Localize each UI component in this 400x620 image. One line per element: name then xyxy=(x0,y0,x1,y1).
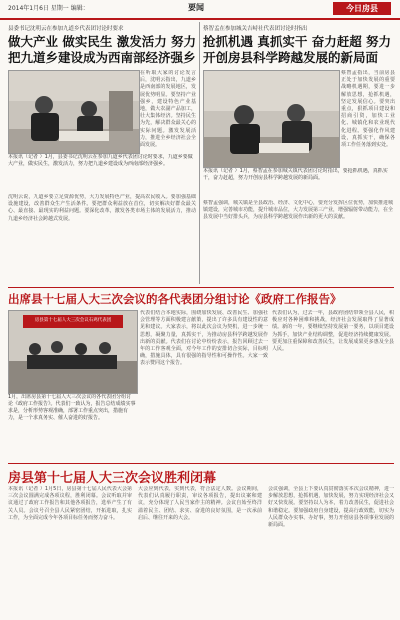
page-header xyxy=(0,0,400,20)
right-kicker: 蔡智孟在参加城关吉峙社代表团讨论时指出 xyxy=(203,26,308,32)
left-kicker: 县委书记沈明云在参加九道乡代表团讨论时要求 xyxy=(8,26,124,32)
mid-photo xyxy=(8,310,138,394)
bottom-body-col1: 本报讯（记者 ）1月5日，房县第十七届人民代表大会第三次会议圆满完成各项议程，胜利闭幕。会议听取并审议通过了政府工作报告和其他各项报告，选举产生了有关人员。会议号召全县人民紧密团结，开拓进取，扎实工作，为全面完成今年各项目标任务而努力奋斗。 xyxy=(8,486,132,521)
left-caption: 本报讯（记者 ）1月，县委书记沈明云在参加九道乡代表团讨论时要求，九道乡要做大产业，做实民生，激发活力，努力把九道乡建设成为西南部经济强乡。 xyxy=(8,154,193,167)
right-caption: 本报讯（记者 ）1月，蔡智孟在参加城关镇代表团讨论时指出，要抢抓机遇，真抓实干，奋力赶超，努力开创房县科学跨越发展的新局面。 xyxy=(203,168,388,181)
right-photo xyxy=(203,70,340,168)
right-photo-image xyxy=(204,71,339,167)
left-photo xyxy=(8,70,140,154)
mid-body: 代表们结合本地实际，围绕加快发展、改善民生、加强社会管理等方面积极建言献策，提出了许多具有建设性的意见和建议。大家表示，将以此次会议为契机，进一步统一思想，凝聚力量，真抓实干，为推动房县科学跨越发展作出新的贡献。代表们在讨论中纷纷表示，报告回顾过去一年的工作客观全面，对今年工作的安排切合实际，目标明确，措施具体，具有很强的指导性和可操作性。大家一致表示赞同这个报告。 xyxy=(140,310,268,367)
section-rule-top xyxy=(8,287,394,288)
column-divider xyxy=(199,22,200,284)
left-photo-image xyxy=(9,71,139,153)
right-body: 蔡智孟强调，城关镇是全县政治、经济、文化中心，要充分发挥区位优势，加快推进城镇建设，完善城市功能，提升城市品位，大力发展第三产业，增强辐射带动能力，在全县发展中当好排头兵，为房县科学跨越发展作出新的更大的贡献。 xyxy=(203,200,393,221)
mid-photo-banner: 房县第十七届人大三次会议石鸡代表团 xyxy=(34,318,112,323)
bottom-body-col2: 大会应到代表，实到代表，符合法定人数。会议期间，代表们认真履行职责，审议各项报告，提出议案和建议，充分体现了人民当家作主的精神。会议自始至终洋溢着民主、团结、求实、奋进的良好氛围，是一次承前启后、继往开来的大会。 xyxy=(138,486,262,521)
bottom-body-col3: 会议强调，全县上下要认真贯彻落实本次会议精神，进一步解放思想，抢抓机遇，加快发展，努力实现经济社会又好又快发展。要坚持以人为本，着力改善民生，促进社会和谐稳定。要加强政府自身建设，提高行政效能，切实为人民群众办实事、办好事，努力开创房县各项事业发展的新局面。 xyxy=(268,486,394,529)
mid-caption: 1月，出席房县第十七届人大三次会议的各代表团分组讨论《政府工作报告》。代表们一致认为，报告总结成绩实事求是，分析形势客观准确，部署工作重点突出，措施有力，是一个求真务实、催人奋进的好报告。 xyxy=(8,394,136,421)
left-column-text: 在听取大家的讨论发言后，沈明云指出，九道乡是西南部的发展地区，发展优势明显。要坚持产业强乡，建设特色产业基地，做大农副产品加工，壮大集体经济。坚持民生为先，解决群众最关心的实际问题。激发发展活力，推进全乡经济社会全面发展。 xyxy=(140,70,196,149)
section-rule-bottom xyxy=(8,463,394,464)
issue-date: 2014年1月6日 星期一 编辑： xyxy=(8,5,89,12)
bottom-headline: 房县第十七届人大三次会议胜利闭幕 xyxy=(8,471,217,486)
right-headline-line2: 开创房县科学跨越发展的新局面 xyxy=(203,50,379,65)
paper-logo: 今日房县 xyxy=(333,2,391,15)
mid-headline: 出席县十七届人大三次会议的各代表团分组讨论《政府工作报告》 xyxy=(8,292,342,306)
mid-column-text: 代表们认为，过去一年，县政府团结带领全县人民，积极应对各种困难和挑战，经济社会发展取得了显著成绩。新的一年，要继续坚持发展第一要务，以项目建设为抓手，加快产业结构调整，促进经济持续健康发展。要更加注重保障和改善民生，让发展成果更多惠及全县人民。 xyxy=(272,310,394,353)
left-headline-line1: 做大产业 做实民生 激发活力 努力 xyxy=(8,34,197,49)
left-headline-line2: 把九道乡建设成为西南部经济强乡 xyxy=(8,50,196,65)
section-name: 要闻 xyxy=(188,3,204,12)
right-headline-line1: 抢抓机遇 真抓实干 奋力赶超 努力 xyxy=(203,34,392,49)
left-body: 沈明云说，九道乡要立足资源优势，大力发展特色产业，提高农民收入。要加强基础设施建设，改善群众生产生活条件。要把群众利益放在首位，切实解决好群众最关心、最直接、最现实的利益问题。要深化改革，激发各类市场主体的发展活力，推动九道乡经济社会跨越式发展。 xyxy=(8,194,196,222)
right-column-text: 蔡智孟指出，当前房县正处于加快发展的重要战略机遇期，要进一步解放思想，抢抓机遇，坚定发展信心。要突出重点，狠抓项目建设和招商引资，加快工业化、城镇化和农业现代化进程。要强化作风建设，真抓实干，确保各项工作任务落到实处。 xyxy=(341,70,395,149)
